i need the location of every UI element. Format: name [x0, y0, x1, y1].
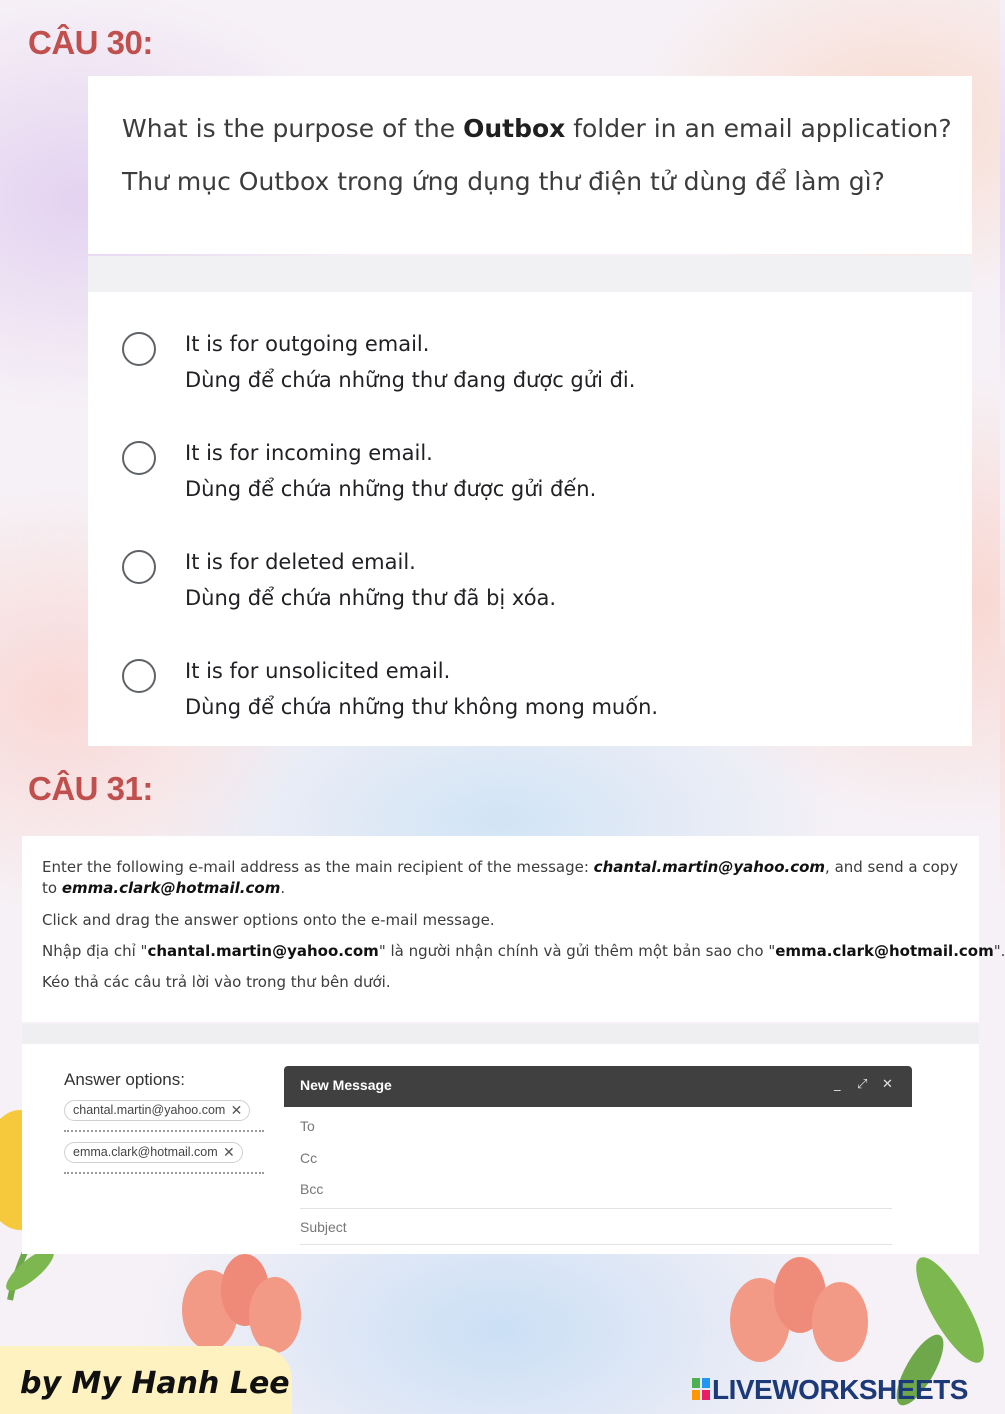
card-divider	[22, 1024, 979, 1044]
drop-line	[64, 1172, 264, 1174]
question-text-en	[122, 114, 952, 143]
close-icon[interactable]: ✕	[230, 1102, 243, 1118]
compose-header	[284, 1066, 912, 1107]
compose-window	[284, 1066, 912, 1256]
author-byline: by My Hanh Lee	[20, 1366, 290, 1401]
radio-button[interactable]	[122, 659, 156, 693]
field-divider	[300, 1208, 892, 1209]
instruction-text: Enter the following e-mail address as the main recipient of the message:	[42, 858, 594, 876]
question-text-part: folder in an email application?	[565, 114, 952, 143]
instruction-vi-2: Kéo thả các câu trả lời vào trong thư bên dưới.	[42, 973, 391, 991]
bcc-field[interactable]: Bcc	[300, 1181, 324, 1197]
answer-options-label: Answer options:	[64, 1070, 185, 1089]
cc-email: emma.clark@hotmail.com	[61, 879, 281, 897]
chip-label: emma.clark@hotmail.com	[73, 1145, 218, 1159]
instruction-text: , and send a copy	[825, 858, 959, 876]
question-30-options	[88, 292, 972, 746]
flower-decoration-pink-left	[170, 1250, 310, 1360]
instruction-en-2: Click and drag the answer options onto the e-mail message.	[42, 911, 495, 929]
recipient-email: chantal.martin@yahoo.com	[147, 942, 379, 960]
option-label-vi: Dùng để chứa những thư được gửi đến.	[185, 477, 597, 501]
close-icon[interactable]: ✕	[222, 1144, 235, 1160]
question-30-heading: CÂU 30:	[28, 24, 153, 61]
answer-option-4[interactable]	[122, 619, 942, 719]
to-field[interactable]: To	[300, 1118, 315, 1134]
answer-option-3[interactable]	[122, 510, 942, 610]
instruction-text: ".	[993, 942, 1005, 960]
subject-field[interactable]: Subject	[300, 1219, 347, 1235]
option-label-vi: Dùng để chứa những thư đã bị xóa.	[185, 586, 557, 610]
drag-drop-workspace	[22, 1044, 979, 1254]
instruction-text: to	[42, 879, 62, 897]
flower-decoration-pink-right	[700, 1250, 900, 1370]
answer-chip-chantal[interactable]	[64, 1100, 250, 1121]
radio-button[interactable]	[122, 550, 156, 584]
instruction-text: .	[280, 879, 286, 897]
question-30-card	[88, 76, 972, 254]
cc-email: emma.clark@hotmail.com	[775, 942, 994, 960]
option-label-en: It is for deleted email.	[185, 550, 416, 574]
compose-title: New Message	[300, 1077, 392, 1093]
instruction-text: " là người nhận chính và gửi thêm một bản sao cho "	[378, 942, 776, 960]
expand-icon[interactable]: ⤢	[857, 1077, 868, 1092]
card-divider	[88, 256, 972, 292]
radio-button[interactable]	[122, 441, 156, 475]
liveworksheets-logo-icon	[692, 1378, 710, 1400]
drop-line	[64, 1130, 264, 1132]
option-label-en: It is for incoming email.	[185, 441, 433, 465]
liveworksheets-brand: LIVEWORKSHEETS	[712, 1374, 968, 1405]
cc-field[interactable]: Cc	[300, 1150, 318, 1166]
minimize-icon[interactable]: _	[834, 1077, 841, 1092]
question-text-part: What is the purpose of the	[122, 114, 464, 143]
recipient-email: chantal.martin@yahoo.com	[593, 858, 826, 876]
question-text-vi: Thư mục Outbox trong ứng dụng thư điện tử dùng để làm gì?	[122, 167, 885, 196]
question-31-heading: CÂU 31:	[28, 770, 153, 807]
option-label-vi: Dùng để chứa những thư không mong muốn.	[185, 695, 659, 719]
chip-label: chantal.martin@yahoo.com	[73, 1103, 226, 1117]
instruction-en-1b	[42, 879, 285, 897]
radio-button[interactable]	[122, 332, 156, 366]
field-divider	[300, 1244, 892, 1245]
instruction-en-1	[42, 858, 958, 876]
close-icon[interactable]: ✕	[882, 1077, 893, 1092]
option-label-en: It is for unsolicited email.	[185, 659, 451, 683]
instruction-vi-1	[42, 942, 1005, 960]
instruction-text: Nhập địa chỉ "	[42, 942, 148, 960]
option-label-vi: Dùng để chứa những thư đang được gửi đi.	[185, 368, 636, 392]
question-keyword: Outbox	[463, 114, 566, 143]
question-31-instructions	[22, 836, 1005, 1022]
answer-chip-emma[interactable]	[64, 1142, 243, 1163]
answer-option-2[interactable]	[122, 401, 942, 501]
option-label-en: It is for outgoing email.	[185, 332, 430, 356]
answer-option-1[interactable]	[122, 292, 942, 392]
